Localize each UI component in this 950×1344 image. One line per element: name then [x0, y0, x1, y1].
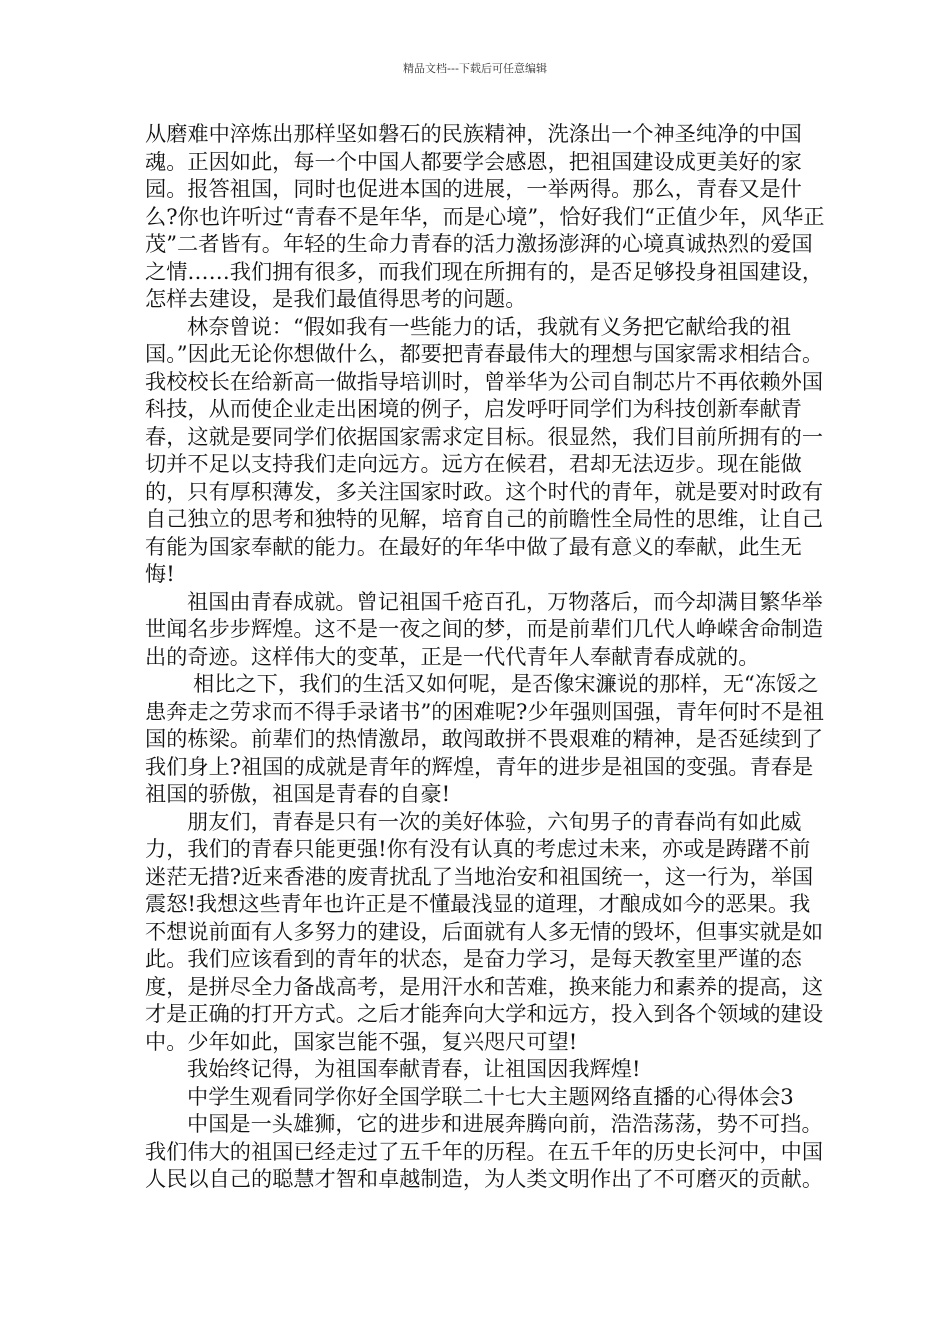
paragraph-7: 中国是一头雄狮，它的进步和进展奔腾向前，浩浩荡荡，势不可挡。我们伟大的祖国已经走过了五千年的历程。在五千年的历史长河中，中国人民以自己的聪慧才智和卓越制造，为人类文明作出了不可磨灭的贡献。 [145, 1111, 824, 1191]
paragraph-3: 祖国由青春成就。曾记祖国千疮百孔，万物落后，而今却满目繁华举世闻名步步辉煌。这不是一夜之间的梦，而是前辈们几代人峥嵘舍命制造出的奇迹。这样伟大的变革，正是一代代青年人奉献青春成就的。 [145, 588, 824, 669]
document-body [145, 120, 830, 1193]
paragraph-4: 相比之下，我们的生活又如何呢，是否像宋濂说的那样，无“冻馁之患奔走之劳求而不得手录诸书”的困难呢?少年强则国强，青年何时不是祖国的栋梁。前辈们的热情激昂，敢闯敢拼不畏艰难的精神，是否延续到了我们身上?祖国的成就是青年的辉煌，青年的进步是祖国的变强。青春是祖国的骄傲，祖国是青春的自豪! [145, 671, 825, 806]
section-heading: 中学生观看同学你好全国学联二十七大主题网络直播的心得体会3 [187, 1083, 794, 1109]
paragraph-1: 从磨难中淬炼出那样坚如磐石的民族精神，洗涤出一个神圣纯净的中国魂。正因如此，每一个中国人都要学会感恩，把祖国建设成更美好的家园。报答祖国，同时也促进本国的进展，一举两得。那么，青春又是什么?你也许听过“青春不是年华，而是心境”，恰好我们“正值少年，风华正茂”二者皆有。年轻的生命力青春的活力激扬澎湃的心境真诚热烈的爱国之情……我们拥有很多，而我们现在所拥有的，是否足够投身祖国建设，怎样去建设，是我们最值得思考的问题。 [145, 121, 825, 311]
paragraph-2: 林奈曾说：“假如我有一些能力的话，我就有义务把它献给我的祖国。”因此无论你想做什么，都要把青春最伟大的理想与国家需求相结合。我校校长在给新高一做指导培训时，曾举华为公司自制芯片不再依赖外国科技，从而使企业走出困境的例子，启发呼吁同学们为科技创新奉献青春，这就是要同学们依据国家需求定目标。很显然，我们目前所拥有的一切并不足以支持我们走向远方。远方在候君，君却无法迈步。现在能做的，只有厚积薄发，多关注国家时政。这个时代的青年，就是要对时政有自己独立的思考和独特的见解，培育自己的前瞻性全局性的思维，让自己有能为国家奉献的能力。在最好的年华中做了最有意义的奉献，此生无悔! [145, 313, 824, 586]
paragraph-5: 朋友们，青春是只有一次的美好体验，六旬男子的青春尚有如此威力，我们的青春只能更强!你有没有认真的考虑过未来，亦或是踌躇不前迷茫无措?近来香港的废青扰乱了当地治安和祖国统一，这一行为，举国震怒!我想这些青年也许正是不懂最浅显的道理，才酿成如今的恶果。我不想说前面有人多努力的建设，后面就有人多无情的毁坏，但事实就是如此。我们应该看到的青年的状态，是奋力学习，是每天教室里严谨的态度，是拼尽全力备战高考，是用汗水和苦难，换来能力和素养的提高，这才是正确的打开方式。之后才能奔向大学和远方，投入到各个领域的建设中。少年如此，国家岂能不强，复兴咫尺可望! [145, 808, 824, 1054]
paragraph-6: 我始终记得，为祖国奉献青春，让祖国因我辉煌! [187, 1056, 641, 1081]
page-header: 精品文档---下载后可任意编辑 [403, 62, 547, 75]
